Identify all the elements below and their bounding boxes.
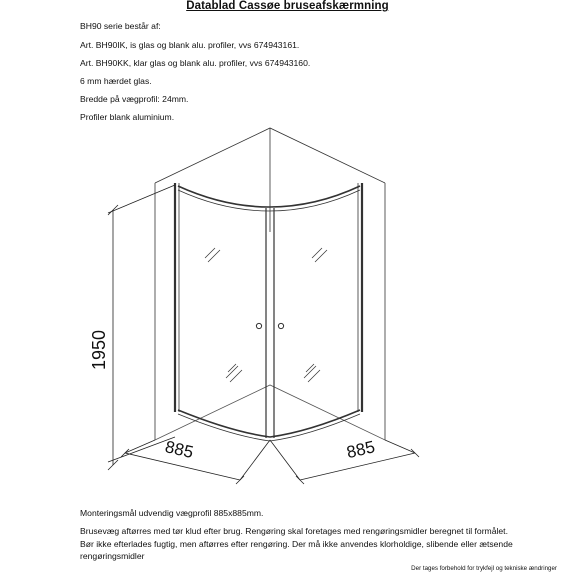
right-width-label: 885 — [344, 437, 377, 463]
document-title: Datablad Cassøe bruseafskærmning — [186, 0, 389, 12]
spec-line-bh90kk: Art. BH90KK, klar glas og blank alu. profiler, vvs 674943160. — [80, 58, 311, 68]
disclaimer-footer: Der tages forbehold for trykfejl og tekniske ændringer — [411, 565, 557, 572]
shower-enclosure-drawing — [0, 120, 575, 490]
spec-line-bh90ik: Art. BH90IK, is glas og blank alu. profiler, vvs 674943161. — [80, 40, 300, 50]
spec-line-series: BH90 serie består af: — [80, 21, 161, 31]
spec-line-profiles: Profiler blank aluminium. — [80, 112, 175, 122]
left-width-label: 885 — [163, 437, 196, 463]
floor-outline — [155, 385, 385, 440]
left-door-handle — [256, 323, 261, 328]
top-rail — [178, 186, 360, 207]
right-door-handle — [278, 323, 283, 328]
care-instructions-text: Brusevæg aftørres med tør klud efter brug. Rengøring skal foretages med rengøringsmidler beregnet til formålet. Bør ikke efterlades fugtig, men aftørres efter rengøring. Der må ikke anvendes klorholdige, slibende eller ætsende rengøringsmidler — [80, 526, 513, 561]
height-dimension — [108, 185, 175, 470]
height-dimension-label: 1950 — [89, 329, 109, 371]
mounting-dimensions-text: Monteringsmål udvendig vægprofil 885x885mm. — [80, 508, 264, 518]
bottom-rail — [178, 410, 360, 437]
left-width-dimension — [121, 440, 270, 484]
spec-line-glass: 6 mm hærdet glas. — [80, 76, 152, 86]
spec-line-wall-profile: Bredde på vægprofil: 24mm. — [80, 94, 189, 104]
